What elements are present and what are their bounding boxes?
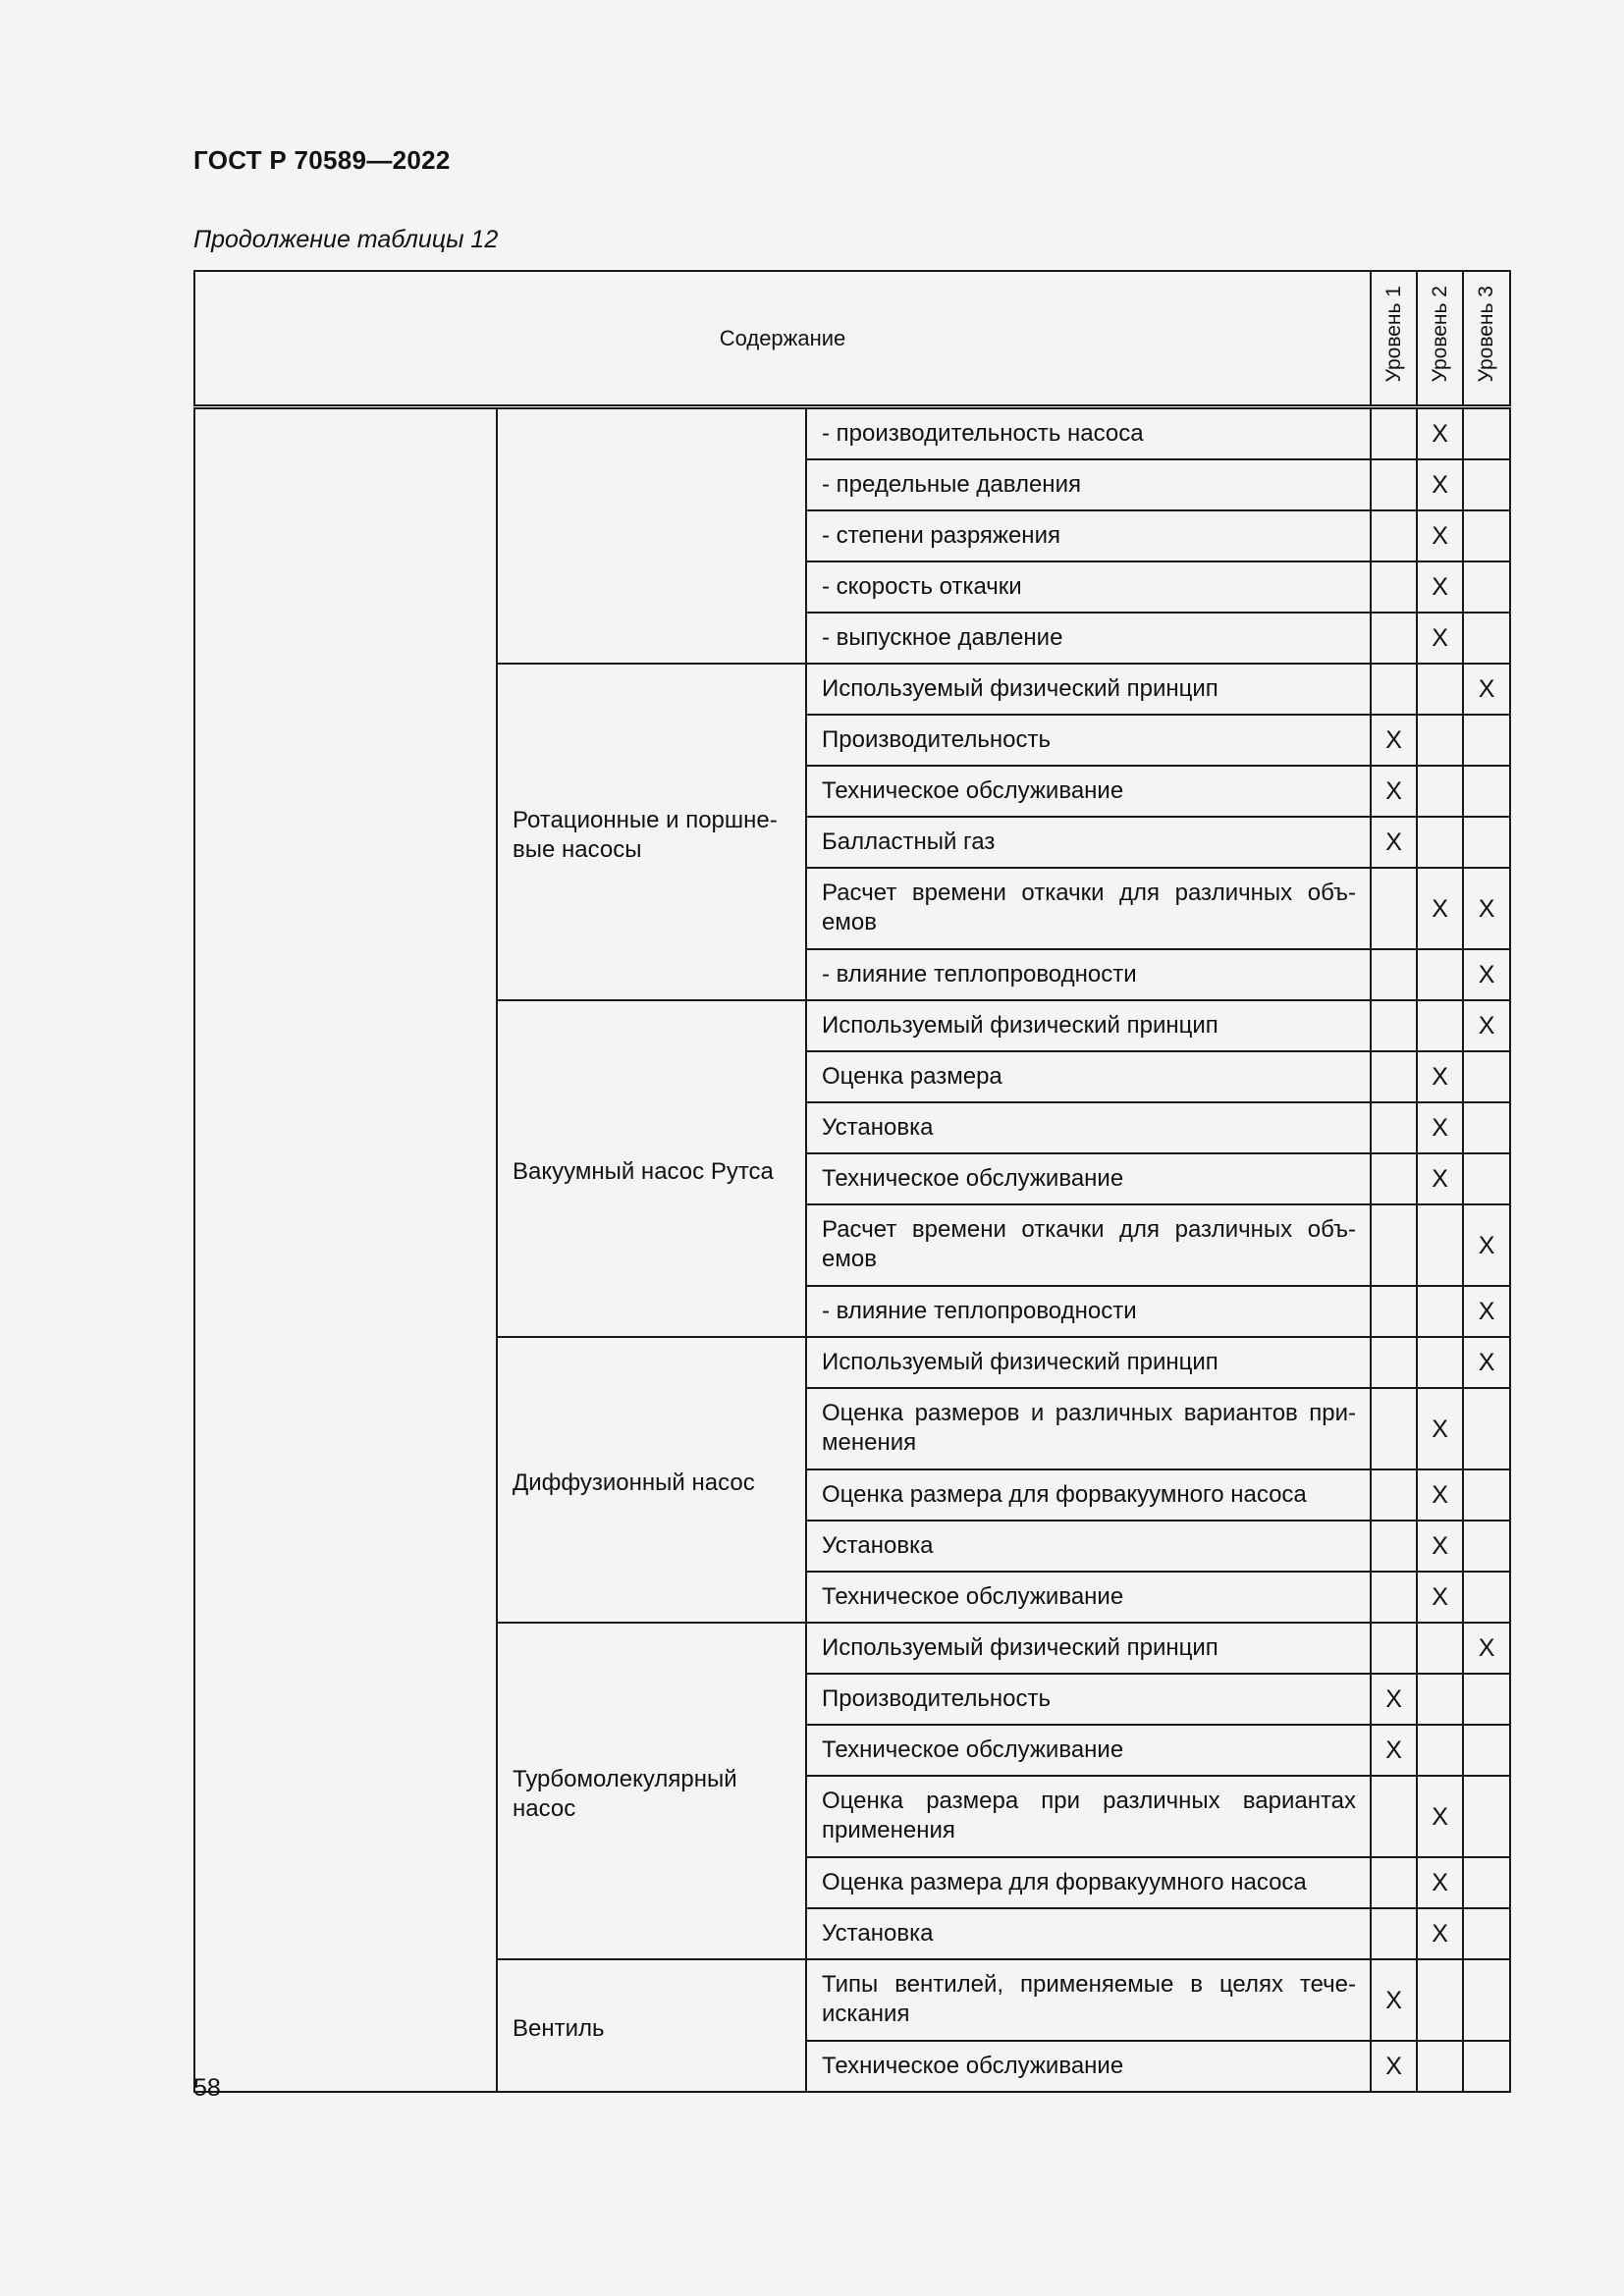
level-1-cell <box>1371 1000 1417 1051</box>
topic-cell: Балластный газ <box>806 817 1371 868</box>
level-2-cell <box>1417 1286 1463 1337</box>
level-3-cell <box>1463 1469 1510 1521</box>
topic-cell: Оценка размера для форвакуумного насоса <box>806 1857 1371 1908</box>
level-3-cell <box>1463 561 1510 613</box>
level-3-cell <box>1463 1674 1510 1725</box>
level-2-cell: X <box>1417 1469 1463 1521</box>
level-1-cell: X <box>1371 1674 1417 1725</box>
level-3-cell <box>1463 1521 1510 1572</box>
section-cell <box>194 407 497 2093</box>
level-1-cell <box>1371 459 1417 510</box>
level-3-cell <box>1463 1959 1510 2041</box>
level-1-cell <box>1371 1204 1417 1286</box>
topic-cell: Используемый физический принцип <box>806 664 1371 715</box>
level-3-cell <box>1463 1153 1510 1204</box>
topic-cell: Оценка размера <box>806 1051 1371 1102</box>
level-3-cell <box>1463 1776 1510 1857</box>
level-2-cell: X <box>1417 1388 1463 1469</box>
level-3-cell: X <box>1463 1204 1510 1286</box>
level-1-cell <box>1371 1102 1417 1153</box>
topic-cell: Техническое обслуживание <box>806 2041 1371 2092</box>
topic-cell: - выпускное давление <box>806 613 1371 664</box>
topic-cell: Расчет времени откачки для различных объ-емов <box>806 868 1371 949</box>
level-1-cell <box>1371 664 1417 715</box>
level-2-cell: X <box>1417 1857 1463 1908</box>
level-3-cell <box>1463 766 1510 817</box>
level-3-cell <box>1463 715 1510 766</box>
table-header-row <box>194 271 1510 407</box>
pump-type-cell <box>497 407 806 665</box>
level-2-label: Уровень 2 <box>1428 286 1451 383</box>
level-1-cell <box>1371 1572 1417 1623</box>
level-1-cell <box>1371 868 1417 949</box>
table-caption: Продолжение таблицы 12 <box>193 226 499 253</box>
level-3-cell <box>1463 1725 1510 1776</box>
level-1-cell <box>1371 949 1417 1000</box>
level-1-cell <box>1371 1908 1417 1959</box>
pump-type-cell: Вакуумный насос Рутса <box>497 1000 806 1337</box>
level-1-cell <box>1371 1337 1417 1388</box>
topic-cell: - влияние теплопроводности <box>806 1286 1371 1337</box>
topic-cell: - влияние теплопроводности <box>806 949 1371 1000</box>
level-3-cell <box>1463 510 1510 561</box>
level-3-cell <box>1463 459 1510 510</box>
level-2-cell: X <box>1417 1572 1463 1623</box>
level-3-cell <box>1463 407 1510 460</box>
level-3-cell: X <box>1463 1000 1510 1051</box>
level-1-cell <box>1371 561 1417 613</box>
pump-type-cell: Вентиль <box>497 1959 806 2092</box>
level-2-cell <box>1417 949 1463 1000</box>
table-body <box>194 407 1510 2093</box>
level-2-cell <box>1417 1204 1463 1286</box>
level-3-cell: X <box>1463 949 1510 1000</box>
level-2-cell: X <box>1417 561 1463 613</box>
topic-cell: - производительность насоса <box>806 407 1371 460</box>
level-1-cell <box>1371 1286 1417 1337</box>
document-header: ГОСТ Р 70589—2022 <box>193 145 451 175</box>
topic-cell: - степени разряжения <box>806 510 1371 561</box>
level-2-cell <box>1417 1337 1463 1388</box>
topic-cell: Типы вентилей, применяемые в целях тече-искания <box>806 1959 1371 2041</box>
level-3-cell <box>1463 1572 1510 1623</box>
level-3-cell <box>1463 2041 1510 2092</box>
level-1-cell <box>1371 407 1417 460</box>
level-3-cell <box>1463 1102 1510 1153</box>
level-2-cell <box>1417 1725 1463 1776</box>
level-2-cell: X <box>1417 510 1463 561</box>
level-2-cell: X <box>1417 613 1463 664</box>
topic-cell: Используемый физический принцип <box>806 1337 1371 1388</box>
level-1-cell <box>1371 1521 1417 1572</box>
pump-type-cell: Ротационные и поршне-вые насосы <box>497 664 806 1000</box>
level-1-cell <box>1371 1051 1417 1102</box>
level-1-cell: X <box>1371 715 1417 766</box>
topic-cell: Расчет времени откачки для различных объ-емов <box>806 1204 1371 1286</box>
level-1-cell <box>1371 613 1417 664</box>
level-3-header <box>1463 271 1510 407</box>
level-2-cell: X <box>1417 1908 1463 1959</box>
level-2-cell <box>1417 1000 1463 1051</box>
content-table <box>193 270 1511 2093</box>
table-row <box>194 407 1510 460</box>
topic-cell: Техническое обслуживание <box>806 1572 1371 1623</box>
level-3-cell: X <box>1463 868 1510 949</box>
topic-cell: Оценка размера при различных вариантах применения <box>806 1776 1371 1857</box>
level-3-label: Уровень 3 <box>1475 286 1498 383</box>
topic-cell: Оценка размера для форвакуумного насоса <box>806 1469 1371 1521</box>
level-1-cell <box>1371 1388 1417 1469</box>
page-number: 58 <box>193 2074 221 2102</box>
level-3-cell <box>1463 1857 1510 1908</box>
level-3-cell: X <box>1463 1286 1510 1337</box>
level-1-cell: X <box>1371 766 1417 817</box>
level-1-cell: X <box>1371 2041 1417 2092</box>
level-2-cell: X <box>1417 459 1463 510</box>
topic-cell: Используемый физический принцип <box>806 1623 1371 1674</box>
level-2-cell <box>1417 1674 1463 1725</box>
level-3-cell <box>1463 1908 1510 1959</box>
level-3-cell: X <box>1463 664 1510 715</box>
level-3-cell <box>1463 817 1510 868</box>
level-1-cell <box>1371 1153 1417 1204</box>
level-3-cell: X <box>1463 1337 1510 1388</box>
level-2-cell <box>1417 715 1463 766</box>
level-1-cell: X <box>1371 817 1417 868</box>
topic-cell: Техническое обслуживание <box>806 1725 1371 1776</box>
level-3-cell <box>1463 1388 1510 1469</box>
level-2-header <box>1417 271 1463 407</box>
level-2-cell <box>1417 1623 1463 1674</box>
level-2-cell <box>1417 2041 1463 2092</box>
pump-type-cell: Диффузионный насос <box>497 1337 806 1623</box>
pump-type-cell: Турбомолекулярный насос <box>497 1623 806 1959</box>
topic-cell: Оценка размеров и различных вариантов при-менения <box>806 1388 1371 1469</box>
topic-cell: Производительность <box>806 1674 1371 1725</box>
level-2-cell <box>1417 817 1463 868</box>
level-2-cell: X <box>1417 1102 1463 1153</box>
topic-cell: - предельные давления <box>806 459 1371 510</box>
level-1-cell <box>1371 1857 1417 1908</box>
level-2-cell: X <box>1417 1051 1463 1102</box>
level-2-cell <box>1417 664 1463 715</box>
level-1-cell: X <box>1371 1959 1417 2041</box>
topic-cell: Производительность <box>806 715 1371 766</box>
level-1-cell <box>1371 1469 1417 1521</box>
level-3-cell <box>1463 613 1510 664</box>
level-2-cell <box>1417 766 1463 817</box>
level-1-label: Уровень 1 <box>1381 286 1405 383</box>
level-2-cell <box>1417 1959 1463 2041</box>
content-column-header: Содержание <box>194 271 1371 407</box>
topic-cell: Техническое обслуживание <box>806 1153 1371 1204</box>
level-3-cell: X <box>1463 1623 1510 1674</box>
topic-cell: Установка <box>806 1521 1371 1572</box>
topic-cell: Техническое обслуживание <box>806 766 1371 817</box>
topic-cell: Установка <box>806 1908 1371 1959</box>
level-1-header <box>1371 271 1417 407</box>
level-2-cell: X <box>1417 868 1463 949</box>
topic-cell: - скорость откачки <box>806 561 1371 613</box>
level-1-cell <box>1371 1623 1417 1674</box>
level-2-cell: X <box>1417 1776 1463 1857</box>
level-2-cell: X <box>1417 1521 1463 1572</box>
level-2-cell: X <box>1417 1153 1463 1204</box>
level-3-cell <box>1463 1051 1510 1102</box>
level-1-cell: X <box>1371 1725 1417 1776</box>
level-2-cell: X <box>1417 407 1463 460</box>
topic-cell: Установка <box>806 1102 1371 1153</box>
level-1-cell <box>1371 510 1417 561</box>
level-1-cell <box>1371 1776 1417 1857</box>
topic-cell: Используемый физический принцип <box>806 1000 1371 1051</box>
